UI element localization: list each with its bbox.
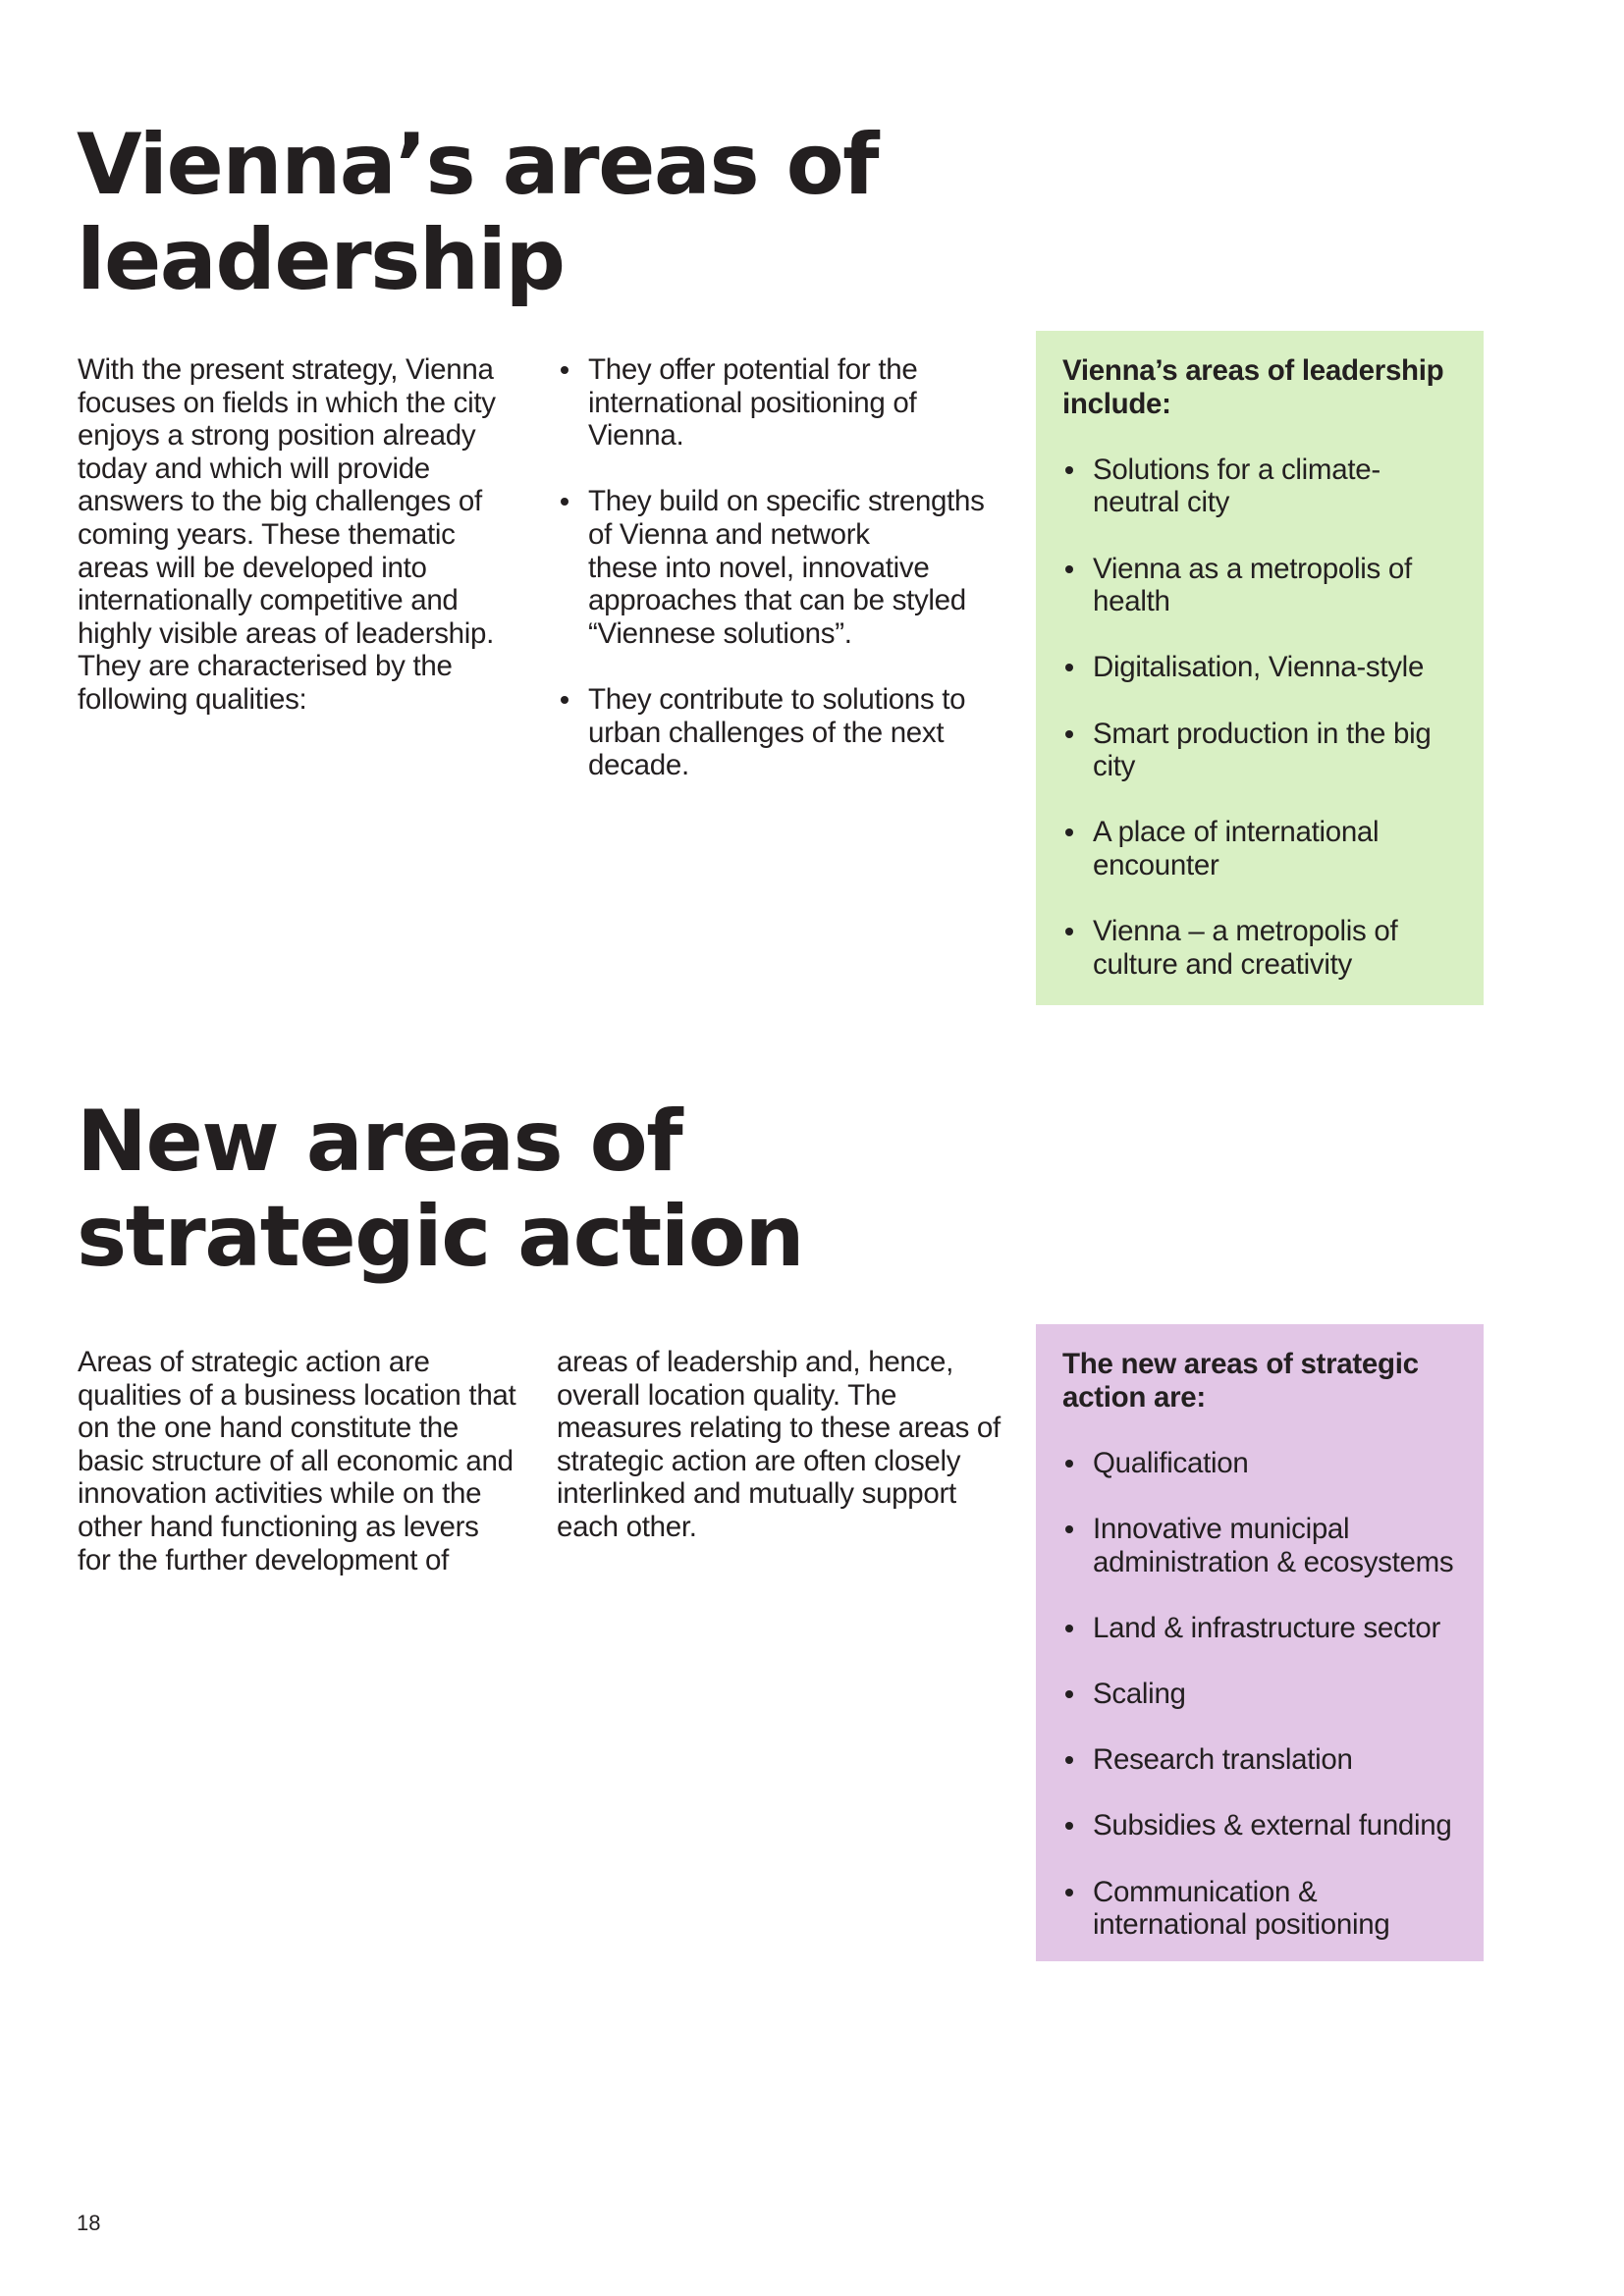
text-line: urban challenges of the next xyxy=(588,716,945,749)
qualities-list xyxy=(558,353,1009,782)
text-line: coming years. These thematic xyxy=(78,517,456,551)
text-line: They are characterised by the xyxy=(78,650,453,683)
text-line: The new areas of strategic xyxy=(1062,1348,1419,1380)
text-line: answers to the big challenges of xyxy=(78,485,482,518)
box-title xyxy=(1062,1348,1464,1414)
heading-line: Vienna’s areas of xyxy=(77,116,879,214)
text-line: focuses on fields in which the city xyxy=(78,386,496,419)
text-line: administration & ecosystems xyxy=(1093,1545,1454,1578)
text-line: They offer potential for the xyxy=(588,353,918,386)
text-line: international positioning of xyxy=(588,386,917,419)
text-line: Scaling xyxy=(1093,1677,1186,1710)
text-line: internationally competitive and xyxy=(78,584,459,617)
text-line: areas of leadership and, hence, xyxy=(557,1346,953,1378)
text-line: interlinked and mutually support xyxy=(557,1477,956,1511)
text-line: these into novel, innovative xyxy=(588,551,930,584)
text-line: Vienna – a metropolis of xyxy=(1093,915,1398,948)
box-title xyxy=(1062,354,1464,420)
text-line: Vienna as a metropolis of xyxy=(1093,552,1412,585)
text-line: Smart production in the big xyxy=(1093,717,1432,750)
list-item xyxy=(558,683,1009,782)
strategic-action-box xyxy=(1036,1324,1484,1961)
text-line: enjoys a strong position already xyxy=(78,419,476,453)
leadership-areas-list xyxy=(1062,454,1464,982)
section2-heading xyxy=(77,1095,803,1285)
text-line: measures relating to these areas of xyxy=(557,1412,1001,1445)
list-item xyxy=(1062,1743,1464,1777)
text-line: Land & infrastructure sector xyxy=(1093,1611,1440,1644)
body-paragraph xyxy=(557,1346,1018,1544)
list-item xyxy=(1062,651,1464,684)
text-line: qualities of a business location that xyxy=(78,1378,516,1412)
text-line: today and which will provide xyxy=(78,452,430,485)
text-line: for the further development of xyxy=(78,1543,450,1576)
text-line: A place of international xyxy=(1093,816,1380,849)
list-item xyxy=(558,353,1009,453)
text-line: city xyxy=(1093,750,1136,783)
text-line: encounter xyxy=(1093,848,1219,881)
heading-line: New areas of xyxy=(77,1093,682,1191)
body-paragraph xyxy=(78,1346,539,1576)
list-item xyxy=(1062,553,1464,618)
text-line: following qualities: xyxy=(78,682,307,716)
text-line: Communication & xyxy=(1093,1875,1318,1908)
text-line: neutral city xyxy=(1093,486,1230,519)
section2-col1 xyxy=(78,1346,539,1576)
heading-line: strategic action xyxy=(77,1188,804,1286)
list-item xyxy=(1062,1612,1464,1645)
intro-paragraph xyxy=(78,353,529,717)
list-item xyxy=(1062,454,1464,519)
list-item xyxy=(1062,1678,1464,1711)
text-line: on the one hand constitute the xyxy=(78,1412,459,1445)
list-item xyxy=(1062,816,1464,881)
page-number: 18 xyxy=(77,2211,101,2235)
text-line: culture and creativity xyxy=(1093,947,1352,981)
list-item xyxy=(1062,718,1464,783)
text-line: health xyxy=(1093,585,1170,618)
text-line: include: xyxy=(1062,387,1171,420)
text-line: innovation activities while on the xyxy=(78,1477,482,1511)
leadership-areas-box xyxy=(1036,331,1484,1005)
text-line: other hand functioning as levers xyxy=(78,1510,479,1543)
text-line: They contribute to solutions to xyxy=(588,682,966,716)
text-line: Innovative municipal xyxy=(1093,1512,1350,1545)
strategic-action-list xyxy=(1062,1447,1464,1942)
section1-intro xyxy=(78,353,529,717)
section1-heading xyxy=(77,118,878,308)
text-line: action are: xyxy=(1062,1380,1206,1414)
text-line: Vienna. xyxy=(588,419,684,453)
text-line: decade. xyxy=(588,749,689,782)
text-line: Areas of strategic action are xyxy=(78,1346,430,1378)
text-line: Qualification xyxy=(1093,1446,1249,1479)
text-line: basic structure of all economic and xyxy=(78,1444,514,1477)
heading-line: leadership xyxy=(77,211,565,309)
text-line: highly visible areas of leadership. xyxy=(78,616,495,650)
list-item xyxy=(558,485,1009,650)
text-line: areas will be developed into xyxy=(78,551,427,584)
text-line: With the present strategy, Vienna xyxy=(78,353,494,386)
text-line: Solutions for a climate- xyxy=(1093,453,1380,486)
text-line: each other. xyxy=(557,1510,697,1543)
section2-col2 xyxy=(557,1346,1018,1544)
list-item xyxy=(1062,1447,1464,1480)
text-line: Subsidies & external funding xyxy=(1093,1809,1452,1842)
text-line: overall location quality. The xyxy=(557,1378,897,1412)
text-line: Research translation xyxy=(1093,1743,1353,1777)
list-item xyxy=(1062,1809,1464,1842)
text-line: of Vienna and network xyxy=(588,517,870,551)
text-line: approaches that can be styled xyxy=(588,584,966,617)
text-line: strategic action are often closely xyxy=(557,1444,961,1477)
text-line: Digitalisation, Vienna-style xyxy=(1093,651,1425,684)
section1-qualities xyxy=(558,353,1009,815)
text-line: Vienna’s areas of leadership xyxy=(1062,354,1444,387)
text-line: They build on specific strengths xyxy=(588,485,985,518)
list-item xyxy=(1062,915,1464,981)
text-line: international positioning xyxy=(1093,1908,1390,1942)
text-line: “Viennese solutions”. xyxy=(588,616,852,650)
list-item xyxy=(1062,1513,1464,1578)
list-item xyxy=(1062,1876,1464,1942)
